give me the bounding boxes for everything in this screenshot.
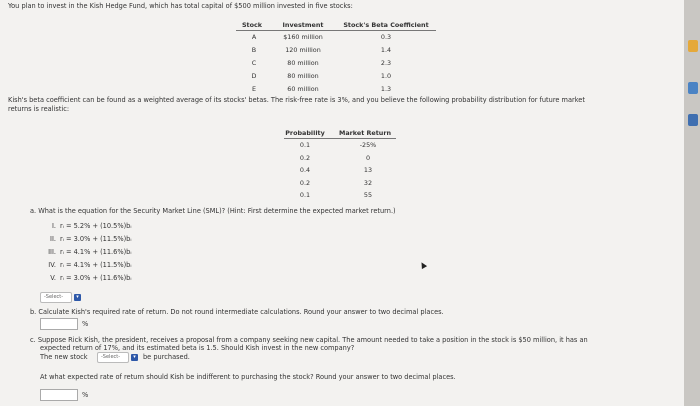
investment-cell: $160 million <box>283 33 323 41</box>
option-number: IV. <box>48 261 56 269</box>
beta-cell: 1.4 <box>380 46 392 54</box>
option-text: rᵢ = 3.0% + (11.5%)bᵢ <box>60 235 132 243</box>
select-label: -Select- <box>101 354 121 360</box>
select-label: -Select- <box>44 294 64 300</box>
stock-cell: E <box>251 85 257 93</box>
new-stock-select-dropdown[interactable] <box>97 352 136 363</box>
stock-cell: C <box>251 59 257 67</box>
new-stock-suffix: be purchased. <box>143 353 190 361</box>
stock-cell: D <box>251 72 257 80</box>
option-number: II. <box>50 235 56 243</box>
probability-cell: 0.1 <box>299 141 311 149</box>
probability-cell: 0.1 <box>299 191 311 199</box>
return-cell: 32 <box>363 179 373 187</box>
option-number: V. <box>50 274 56 282</box>
indifference-return-input[interactable] <box>40 389 78 401</box>
indifference-question: At what expected rate of return should Kish be indifferent to purchasing the stock? Round your answer to two decimal places. <box>40 373 456 381</box>
beta-cell: 0.3 <box>380 33 392 41</box>
intro-text: You plan to invest in the Kish Hedge Fund, which has total capital of $500 million invested in five stocks: <box>8 2 353 10</box>
stock-cell: A <box>251 33 257 41</box>
side-tab-button[interactable] <box>688 82 698 94</box>
question-c-line1: c. Suppose Rick Kish, the president, receives a proposal from a company seeking new capital. The amount needed to take a position in the stock is $50 million, it has an <box>30 336 588 344</box>
investment-cell: 80 million <box>287 72 319 80</box>
probability-header: Probability <box>285 129 325 137</box>
option-number: I. <box>51 222 56 230</box>
return-cell: -25% <box>359 141 377 149</box>
option-text: rᵢ = 4.1% + (11.6%)bᵢ <box>60 248 132 256</box>
required-return-input[interactable] <box>40 318 78 330</box>
chevron-down-icon: ▾ <box>74 294 81 301</box>
sml-option <box>40 261 132 270</box>
probability-cell: 0.4 <box>299 166 311 174</box>
return-cell: 0 <box>365 154 371 162</box>
stock-cell: B <box>251 46 257 54</box>
sml-select-dropdown[interactable] <box>40 292 79 303</box>
new-stock-prefix: The new stock <box>40 353 88 361</box>
question-c-line2: expected return of 17%, and its estimated beta is 1.5. Should Kish invest in the new company? <box>40 344 355 352</box>
probability-cell: 0.2 <box>299 154 311 162</box>
right-side-panel <box>684 0 700 406</box>
beta-cell: 1.3 <box>380 85 392 93</box>
beta-cell: 1.0 <box>380 72 392 80</box>
question-b: b. Calculate Kish's required rate of return. Do not round intermediate calculations. Round your answer to two decimal places. <box>30 308 444 316</box>
probability-cell: 0.2 <box>299 179 311 187</box>
side-tab-button[interactable] <box>688 40 698 52</box>
sml-option <box>40 235 132 244</box>
investment-cell: 80 million <box>287 59 319 67</box>
return-cell: 13 <box>363 166 373 174</box>
investment-cell: 60 million <box>287 85 319 93</box>
percent-label: % <box>82 320 89 328</box>
investment-header: Investment <box>282 21 324 29</box>
paragraph-beta: Kish's beta coefficient can be found as a weighted average of its stocks' betas. The risk-free rate is 3%, and you believe the following probability distribution for future market <box>8 96 585 104</box>
sml-option <box>40 222 132 231</box>
percent-label: % <box>82 391 89 399</box>
investment-cell: 120 million <box>285 46 321 54</box>
beta-header: Stock's Beta Coefficient <box>343 21 429 29</box>
market-return-header: Market Return <box>338 129 392 137</box>
option-text: rᵢ = 5.2% + (10.5%)bᵢ <box>60 222 132 230</box>
beta-cell: 2.3 <box>380 59 392 67</box>
chevron-down-icon: ▾ <box>131 354 138 361</box>
question-a: a. What is the equation for the Security Market Line (SML)? (Hint: First determine the expected market return.) <box>30 207 396 215</box>
side-tab-button[interactable] <box>688 114 698 126</box>
stock-table-rule <box>236 30 436 31</box>
option-number: III. <box>48 248 56 256</box>
paragraph-beta-cont: returns is realistic: <box>8 105 70 113</box>
stock-header: Stock <box>241 21 263 29</box>
option-text: rᵢ = 3.0% + (11.6%)bᵢ <box>60 274 132 282</box>
prob-table-rule <box>284 138 396 139</box>
sml-option <box>40 248 132 257</box>
return-cell: 55 <box>363 191 373 199</box>
mouse-pointer-icon <box>419 261 427 269</box>
sml-option <box>40 274 132 283</box>
option-text: rᵢ = 4.1% + (11.5%)bᵢ <box>60 261 132 269</box>
